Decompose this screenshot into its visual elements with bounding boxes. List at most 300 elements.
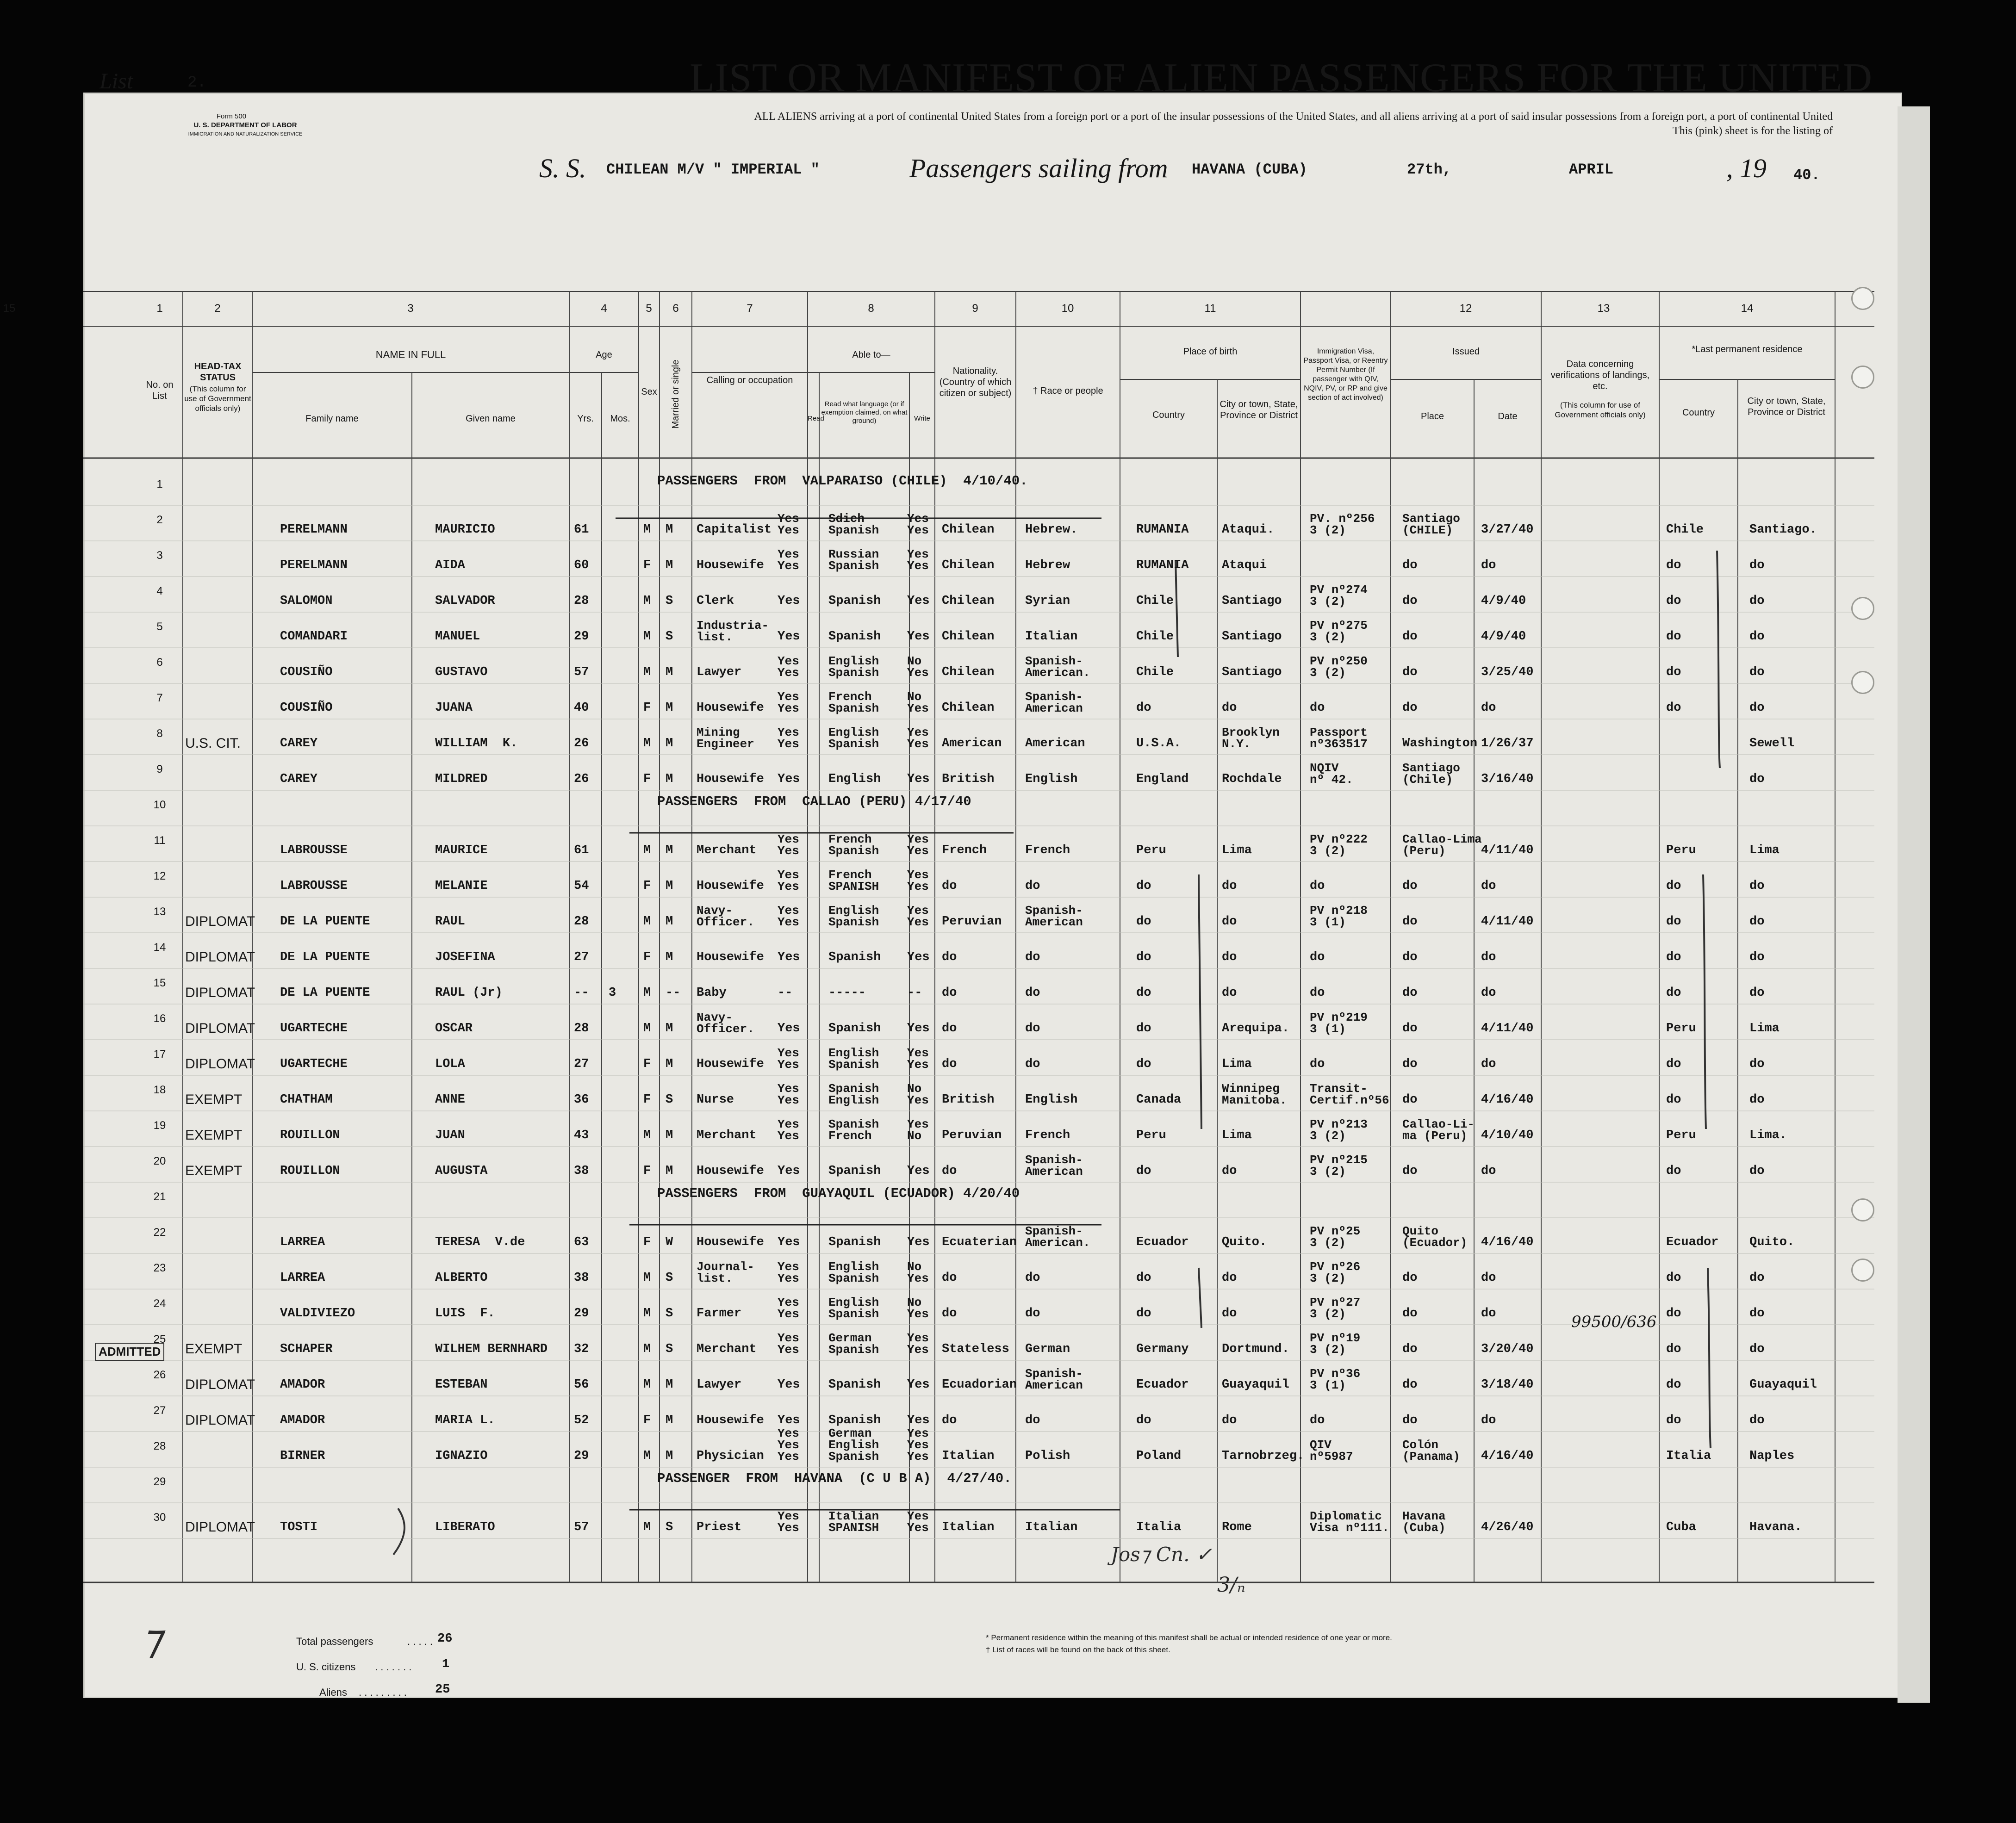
cell-sex: F bbox=[643, 1093, 651, 1107]
cell-status: DIPLOMAT bbox=[185, 914, 255, 929]
cell-idate: do bbox=[1481, 1057, 1496, 1071]
column-number: 7 bbox=[747, 302, 753, 315]
cell-visa: Transit- Certif.nº56 bbox=[1310, 1082, 1389, 1107]
column-number: 11 bbox=[1204, 302, 1216, 315]
cell-yrs: 26 bbox=[574, 737, 589, 750]
cell-idate: do bbox=[1481, 1164, 1496, 1178]
cell-status: EXEMPT bbox=[185, 1092, 243, 1107]
cell-yrs: 32 bbox=[574, 1342, 589, 1356]
cell-ms: M bbox=[666, 737, 673, 750]
row-number: 21 bbox=[153, 1191, 166, 1203]
cell-lang: Spanish bbox=[828, 630, 881, 644]
cell-family: AMADOR bbox=[280, 1378, 325, 1392]
cell-given: ESTEBAN bbox=[435, 1378, 488, 1392]
cell-sex: M bbox=[643, 1022, 651, 1036]
cell-read: Yes bbox=[778, 630, 800, 644]
cell-idate: do bbox=[1481, 879, 1496, 893]
cell-country: do bbox=[1136, 879, 1151, 893]
cell-family: CAREY bbox=[280, 772, 318, 786]
cell-rcity: do bbox=[1749, 950, 1765, 964]
cell-ms: M bbox=[666, 950, 673, 964]
cell-family: BIRNER bbox=[280, 1449, 325, 1463]
cell-rcountry: Peru bbox=[1666, 1022, 1696, 1036]
cell-read: Yes Yes bbox=[778, 654, 799, 680]
cell-given: MELANIE bbox=[435, 879, 488, 893]
cell-visa: PV nº275 3 (2) bbox=[1310, 619, 1368, 644]
cell-rcountry: do bbox=[1666, 630, 1681, 644]
cell-race: American bbox=[1025, 737, 1085, 750]
form-number: Form 500 bbox=[216, 112, 247, 120]
cell-city: Santiago bbox=[1222, 594, 1282, 608]
list-label: List bbox=[100, 69, 133, 93]
cell-nat: Peruvian bbox=[942, 1129, 1002, 1142]
cell-occ: Housewife bbox=[697, 772, 764, 786]
cell-write: Yes Yes bbox=[907, 725, 929, 751]
cell-yrs: 54 bbox=[574, 879, 589, 893]
cell-race: Polish bbox=[1025, 1449, 1070, 1463]
cell-sex: M bbox=[643, 1307, 651, 1321]
cell-city: do bbox=[1222, 1307, 1237, 1321]
cell-nat: Chilean bbox=[942, 594, 995, 608]
cell-city: Lima bbox=[1222, 843, 1252, 857]
list-number: 2. bbox=[187, 74, 206, 92]
cell-sex: F bbox=[643, 558, 651, 572]
cell-yrs: 60 bbox=[574, 558, 589, 572]
cell-ms: S bbox=[666, 1520, 673, 1534]
cell-read: Yes Yes bbox=[778, 1260, 799, 1285]
cell-iplace: Havana (Cuba) bbox=[1402, 1509, 1446, 1535]
cell-country: RUMANIA bbox=[1136, 558, 1189, 572]
cell-rcity: Havana. bbox=[1749, 1520, 1802, 1534]
cell-read: Yes bbox=[778, 1414, 800, 1427]
column-number: 12 bbox=[1459, 302, 1472, 315]
cell-occ: Merchant bbox=[697, 1342, 757, 1356]
cell-status: DIPLOMAT bbox=[185, 1377, 255, 1392]
sailing-label: Passengers sailing from bbox=[909, 153, 1168, 183]
cell-race: French bbox=[1025, 1129, 1070, 1142]
cell-occ: Industria- list. bbox=[697, 619, 769, 644]
cell-rcity: do bbox=[1749, 772, 1765, 786]
cell-lang: Russian Spanish bbox=[828, 547, 879, 573]
cell-country: RUMANIA bbox=[1136, 523, 1189, 537]
cell-write: Yes bbox=[907, 772, 930, 786]
aliens-value: 25 bbox=[435, 1683, 450, 1697]
row-number: 16 bbox=[153, 1012, 166, 1025]
cell-rcity: Lima bbox=[1749, 843, 1780, 857]
cell-lang: Spanish bbox=[828, 1022, 881, 1036]
cell-city: Rome bbox=[1222, 1520, 1252, 1534]
cell-write: Yes bbox=[907, 630, 930, 644]
cell-lang: English Spanish bbox=[828, 654, 879, 680]
row-number: 17 bbox=[153, 1048, 166, 1060]
cell-race: Spanish- American. bbox=[1025, 1224, 1090, 1250]
cell-given: JUANA bbox=[435, 701, 473, 715]
cell-iplace: do bbox=[1402, 1307, 1418, 1321]
cell-iplace: do bbox=[1402, 558, 1418, 572]
cell-race: Italian bbox=[1025, 1520, 1078, 1534]
cell-city: Arequipa. bbox=[1222, 1022, 1289, 1036]
handwritten-mark: ⁊ bbox=[141, 1615, 162, 1663]
cell-city: Rochdale bbox=[1222, 772, 1282, 786]
footnote-residence: * Permanent residence within the meaning of this manifest shall be actual or intended residence of one year or more. bbox=[986, 1633, 1392, 1642]
cell-idate: do bbox=[1481, 701, 1496, 715]
cell-ms: M bbox=[666, 1022, 673, 1036]
cell-write: Yes bbox=[907, 1022, 930, 1036]
cell-lang: Italian SPANISH bbox=[828, 1509, 879, 1535]
cell-write: Yes Yes bbox=[907, 1331, 929, 1357]
cell-lang: French Spanish bbox=[828, 690, 879, 715]
cell-country: do bbox=[1136, 950, 1151, 964]
cell-idate: 4/11/40 bbox=[1481, 843, 1534, 857]
handwritten-note: 3/ₙ bbox=[1217, 1573, 1245, 1597]
cell-lang: Spanish bbox=[828, 950, 881, 964]
header-able-to: Able to— bbox=[852, 350, 890, 360]
cell-yrs: 26 bbox=[574, 772, 589, 786]
cell-country: Germany bbox=[1136, 1342, 1189, 1356]
cell-given: MARIA L. bbox=[435, 1414, 495, 1427]
cell-sex: M bbox=[643, 1129, 651, 1142]
cell-city: do bbox=[1222, 1271, 1237, 1285]
cell-yrs: 27 bbox=[574, 950, 589, 964]
header-read-language: Read what language (or if exemption claimed, on what ground) bbox=[821, 400, 908, 425]
cell-race: Hebrew bbox=[1025, 558, 1070, 572]
header-calling: Calling or occupation bbox=[706, 375, 793, 385]
cell-family: PERELMANN bbox=[280, 558, 348, 572]
binder-hole bbox=[1851, 671, 1874, 694]
cell-idate: 4/9/40 bbox=[1481, 594, 1526, 608]
cell-given: RAUL bbox=[435, 915, 465, 929]
cell-write: Yes bbox=[907, 594, 930, 608]
cell-race: Spanish- American. bbox=[1025, 654, 1090, 680]
cell-sex: F bbox=[643, 772, 651, 786]
cell-iplace: do bbox=[1402, 986, 1418, 1000]
cell-iplace: Washington bbox=[1402, 737, 1478, 750]
cell-family: AMADOR bbox=[280, 1414, 325, 1427]
cell-family: LABROUSSE bbox=[280, 843, 348, 857]
cell-ms: M bbox=[666, 1129, 673, 1142]
cell-visa: PV nº19 3 (2) bbox=[1310, 1331, 1361, 1357]
cell-family: COUSIÑO bbox=[280, 701, 333, 715]
cell-iplace: do bbox=[1402, 1342, 1418, 1356]
cell-occ: Housewife bbox=[697, 1164, 764, 1178]
cell-read: Yes bbox=[778, 1378, 800, 1392]
cell-occ: Housewife bbox=[697, 701, 764, 715]
admitted-stamp: ADMITTED bbox=[95, 1343, 164, 1361]
cell-race: Spanish- American bbox=[1025, 1367, 1083, 1392]
cell-iplace: Callao-Lima (Peru) bbox=[1402, 832, 1482, 858]
cell-lang: English Spanish bbox=[828, 725, 879, 751]
cell-city: do bbox=[1222, 915, 1237, 929]
cell-iplace: do bbox=[1402, 665, 1418, 679]
cell-race: do bbox=[1025, 986, 1040, 1000]
cell-lang: Spanish bbox=[828, 594, 881, 608]
cell-lang: Spanish English bbox=[828, 1082, 879, 1107]
cell-sex: F bbox=[643, 1164, 651, 1178]
cell-lang: Spanish bbox=[828, 1378, 881, 1392]
cell-rcity: Santiago. bbox=[1749, 523, 1817, 537]
cell-race: German bbox=[1025, 1342, 1070, 1356]
cell-status: EXEMPT bbox=[185, 1341, 243, 1357]
header-race: † Race or people bbox=[1033, 386, 1103, 396]
cell-idate: 3/18/40 bbox=[1481, 1378, 1534, 1392]
cell-ms: M bbox=[666, 879, 673, 893]
row-number: 18 bbox=[153, 1084, 166, 1096]
cell-lang: German Spanish bbox=[828, 1331, 879, 1357]
section-heading: PASSENGER FROM HAVANA (C U B A) 4/27/40. bbox=[657, 1471, 1012, 1486]
cell-write: No Yes bbox=[907, 1260, 929, 1285]
cell-sex: M bbox=[643, 915, 651, 929]
cell-city: Ataqui. bbox=[1222, 523, 1275, 537]
cell-iplace: do bbox=[1402, 1271, 1418, 1285]
row-number: 2 bbox=[156, 514, 163, 526]
cell-visa: PV nº222 3 (2) bbox=[1310, 832, 1368, 858]
cell-iplace: Colón (Panama) bbox=[1402, 1438, 1460, 1463]
cell-rcountry: do bbox=[1666, 1164, 1681, 1178]
cell-occ: Navy- Officer. bbox=[697, 1011, 754, 1036]
cell-nat: do bbox=[942, 1271, 957, 1285]
cell-sex: M bbox=[643, 1449, 651, 1463]
cell-race: do bbox=[1025, 1307, 1040, 1321]
header-given-name: Given name bbox=[466, 414, 516, 424]
cell-city: do bbox=[1222, 950, 1237, 964]
header-no-on-list: No. on List bbox=[146, 380, 174, 401]
cell-given: WILLIAM K. bbox=[435, 737, 518, 750]
cell-country: Peru bbox=[1136, 1129, 1166, 1142]
row-number: 30 bbox=[153, 1511, 166, 1524]
header-res-city: City or town, State, Province or District bbox=[1747, 396, 1826, 417]
cell-occ: Housewife bbox=[697, 879, 764, 893]
cell-rcity: Guayaquil bbox=[1749, 1378, 1817, 1392]
cell-visa: do bbox=[1310, 879, 1325, 893]
cell-given: LOLA bbox=[435, 1057, 465, 1071]
cell-given: WILHEM BERNHARD bbox=[435, 1342, 548, 1356]
row-number: 7 bbox=[156, 692, 163, 704]
cell-lang: French SPANISH bbox=[828, 868, 879, 893]
row-number: 10 bbox=[153, 799, 166, 811]
cell-iplace: do bbox=[1402, 701, 1418, 715]
cell-write: Yes bbox=[907, 1164, 930, 1178]
cell-rcountry: do bbox=[1666, 594, 1681, 608]
cell-family: ROUILLON bbox=[280, 1164, 340, 1178]
row-number: 8 bbox=[156, 727, 163, 740]
cell-family: CHATHAM bbox=[280, 1093, 333, 1107]
cell-yrs: 43 bbox=[574, 1129, 589, 1142]
cell-rcountry: do bbox=[1666, 1307, 1681, 1321]
cell-family: LABROUSSE bbox=[280, 879, 348, 893]
cell-idate: do bbox=[1481, 950, 1496, 964]
header-issued-place: Place bbox=[1420, 411, 1444, 422]
cell-yrs: 63 bbox=[574, 1235, 589, 1249]
cell-iplace: do bbox=[1402, 879, 1418, 893]
cell-rcity: do bbox=[1749, 630, 1765, 644]
cell-race: do bbox=[1025, 1057, 1040, 1071]
cell-nat: Chilean bbox=[942, 558, 995, 572]
cell-read: Yes bbox=[778, 594, 800, 608]
column-number: 5 bbox=[646, 302, 652, 315]
cell-family: VALDIVIEZO bbox=[280, 1307, 355, 1321]
cell-family: UGARTECHE bbox=[280, 1057, 348, 1071]
us-citizens-label: U. S. citizens bbox=[296, 1661, 356, 1673]
cell-yrs: 52 bbox=[574, 1414, 589, 1427]
column-number: 10 bbox=[1061, 302, 1074, 315]
cell-read: Yes bbox=[778, 1235, 800, 1249]
cell-rcountry: do bbox=[1666, 950, 1681, 964]
cell-occ: Farmer bbox=[697, 1307, 742, 1321]
cell-read: Yes bbox=[778, 950, 800, 964]
cell-read: Yes bbox=[778, 772, 800, 786]
cell-family: DE LA PUENTE bbox=[280, 950, 370, 964]
cell-idate: 3/20/40 bbox=[1481, 1342, 1534, 1356]
cell-iplace: do bbox=[1402, 1414, 1418, 1427]
cell-yrs: 57 bbox=[574, 1520, 589, 1534]
cell-rcountry: do bbox=[1666, 1093, 1681, 1107]
cell-country: England bbox=[1136, 772, 1189, 786]
cell-sex: F bbox=[643, 879, 651, 893]
cell-status: DIPLOMAT bbox=[185, 1021, 255, 1036]
cell-read: Yes Yes bbox=[778, 1331, 799, 1357]
column-number: 1 bbox=[156, 302, 163, 315]
row-number: 29 bbox=[153, 1476, 166, 1488]
cell-family: COUSIÑO bbox=[280, 665, 333, 679]
cell-idate: 4/16/40 bbox=[1481, 1235, 1534, 1249]
cell-iplace: do bbox=[1402, 594, 1418, 608]
cell-given: RAUL (Jr) bbox=[435, 986, 503, 1000]
cell-yrs: 40 bbox=[574, 701, 589, 715]
cell-ms: M bbox=[666, 523, 673, 537]
cell-country: Italia bbox=[1136, 1520, 1182, 1534]
cell-write: Yes bbox=[907, 950, 930, 964]
cell-write: No Yes bbox=[907, 1082, 929, 1107]
cell-iplace: do bbox=[1402, 915, 1418, 929]
column-number: 15 bbox=[3, 302, 16, 315]
cell-read: Yes Yes bbox=[778, 547, 799, 573]
cell-ms: M bbox=[666, 1378, 673, 1392]
cell-status: U.S. CIT. bbox=[185, 736, 241, 751]
cell-idate: 4/11/40 bbox=[1481, 1022, 1534, 1036]
cell-yrs: 29 bbox=[574, 630, 589, 644]
cell-idate: 4/16/40 bbox=[1481, 1449, 1534, 1463]
binder-hole bbox=[1851, 597, 1874, 620]
cell-write: Yes bbox=[907, 1235, 930, 1249]
cell-ms: M bbox=[666, 772, 673, 786]
cell-country: Chile bbox=[1136, 665, 1174, 679]
cell-read: Yes bbox=[778, 1022, 800, 1036]
column-number: 8 bbox=[868, 302, 874, 315]
subtitle-line-1: ALL ALIENS arriving at a port of continental United States from a foreign port or a port of the insular possessions of the United States, and all aliens arriving at a port of said insular possessions from a foreign port, a port of continental United bbox=[754, 111, 1833, 123]
cell-read: Yes Yes bbox=[778, 1046, 799, 1072]
cell-nat: Chilean bbox=[942, 523, 995, 537]
cell-family: LARREA bbox=[280, 1271, 325, 1285]
row-number: 15 bbox=[153, 977, 166, 989]
cell-city: Brooklyn N.Y. bbox=[1222, 725, 1280, 751]
cell-occ: Lawyer bbox=[697, 665, 742, 679]
cell-read: Yes Yes bbox=[778, 904, 799, 929]
header-sex: Sex bbox=[641, 387, 657, 397]
cell-read: Yes Yes bbox=[778, 512, 799, 537]
cell-visa: do bbox=[1310, 1057, 1325, 1071]
cell-given: ANNE bbox=[435, 1093, 465, 1107]
cell-rcity: do bbox=[1749, 1057, 1765, 1071]
column-number: 6 bbox=[672, 302, 679, 315]
cell-country: do bbox=[1136, 915, 1151, 929]
cell-lang: English Spanish bbox=[828, 1296, 879, 1321]
cell-rcountry: Chile bbox=[1666, 523, 1704, 537]
row-number: 27 bbox=[153, 1404, 166, 1417]
cell-country: U.S.A. bbox=[1136, 737, 1182, 750]
cell-nat: Italian bbox=[942, 1520, 995, 1534]
cell-visa: PV nº218 3 (1) bbox=[1310, 904, 1368, 929]
sailing-month: APRIL bbox=[1569, 161, 1614, 178]
cell-nat: do bbox=[942, 1057, 957, 1071]
cell-city: Lima bbox=[1222, 1129, 1252, 1142]
cell-lang: French Spanish bbox=[828, 832, 879, 858]
cell-ms: S bbox=[666, 1342, 673, 1356]
cell-ms: S bbox=[666, 1307, 673, 1321]
cell-ms: M bbox=[666, 1057, 673, 1071]
cell-yrs: 61 bbox=[574, 843, 589, 857]
header-yrs: Yrs. bbox=[577, 414, 594, 424]
cell-city: Winnipeg Manitoba. bbox=[1222, 1082, 1287, 1107]
cell-nat: do bbox=[942, 1414, 957, 1427]
cell-country: Chile bbox=[1136, 630, 1174, 644]
cell-occ: Merchant bbox=[697, 843, 757, 857]
cell-occ: Housewife bbox=[697, 558, 764, 572]
cell-write: Yes Yes bbox=[907, 1046, 929, 1072]
cell-country: do bbox=[1136, 1414, 1151, 1427]
cell-idate: 1/26/37 bbox=[1481, 737, 1534, 750]
cell-given: SALVADOR bbox=[435, 594, 495, 608]
cell-sex: M bbox=[643, 665, 651, 679]
cell-country: Canada bbox=[1136, 1093, 1182, 1107]
cell-race: do bbox=[1025, 879, 1040, 893]
cell-write: Yes No bbox=[907, 1117, 929, 1143]
cell-nat: American bbox=[942, 737, 1002, 750]
header-issued: Issued bbox=[1452, 347, 1480, 357]
cell-nat: do bbox=[942, 1022, 957, 1036]
cell-rcountry: do bbox=[1666, 1057, 1681, 1071]
row-number: 24 bbox=[153, 1297, 166, 1310]
cell-race: do bbox=[1025, 1271, 1040, 1285]
header-name-in-full: NAME IN FULL bbox=[375, 349, 446, 360]
cell-race: Spanish- American bbox=[1025, 1153, 1083, 1178]
header-birth-country: Country bbox=[1152, 410, 1185, 420]
cell-rcity: Lima bbox=[1749, 1022, 1780, 1036]
cell-lang: Sdich Spanish bbox=[828, 512, 879, 537]
cell-rcity: Lima. bbox=[1749, 1129, 1787, 1142]
cell-race: do bbox=[1025, 1022, 1040, 1036]
row-number: 22 bbox=[153, 1226, 166, 1239]
row-number: 4 bbox=[156, 585, 163, 597]
cell-status: EXEMPT bbox=[185, 1128, 243, 1143]
header-age: Age bbox=[596, 350, 612, 360]
row-number: 6 bbox=[156, 656, 163, 669]
cell-city: do bbox=[1222, 879, 1237, 893]
cell-given: ALBERTO bbox=[435, 1271, 488, 1285]
cell-family: SCHAPER bbox=[280, 1342, 333, 1356]
cell-yrs: 36 bbox=[574, 1093, 589, 1107]
cell-occ: Housewife bbox=[697, 1414, 764, 1427]
cell-read: -- bbox=[778, 986, 793, 1000]
column-number: 14 bbox=[1741, 302, 1754, 315]
cell-rcity: do bbox=[1749, 594, 1765, 608]
header-head-tax: HEAD-TAX STATUS bbox=[194, 361, 242, 383]
cell-read: Yes Yes bbox=[778, 868, 799, 893]
cell-nat: French bbox=[942, 843, 987, 857]
header-landings: Data concerning verifications of landings, etc. bbox=[1550, 359, 1650, 391]
cell-rcity: do bbox=[1749, 1342, 1765, 1356]
cell-city: Tarnobrzeg. bbox=[1222, 1449, 1305, 1463]
row-number: 25 bbox=[153, 1333, 166, 1346]
